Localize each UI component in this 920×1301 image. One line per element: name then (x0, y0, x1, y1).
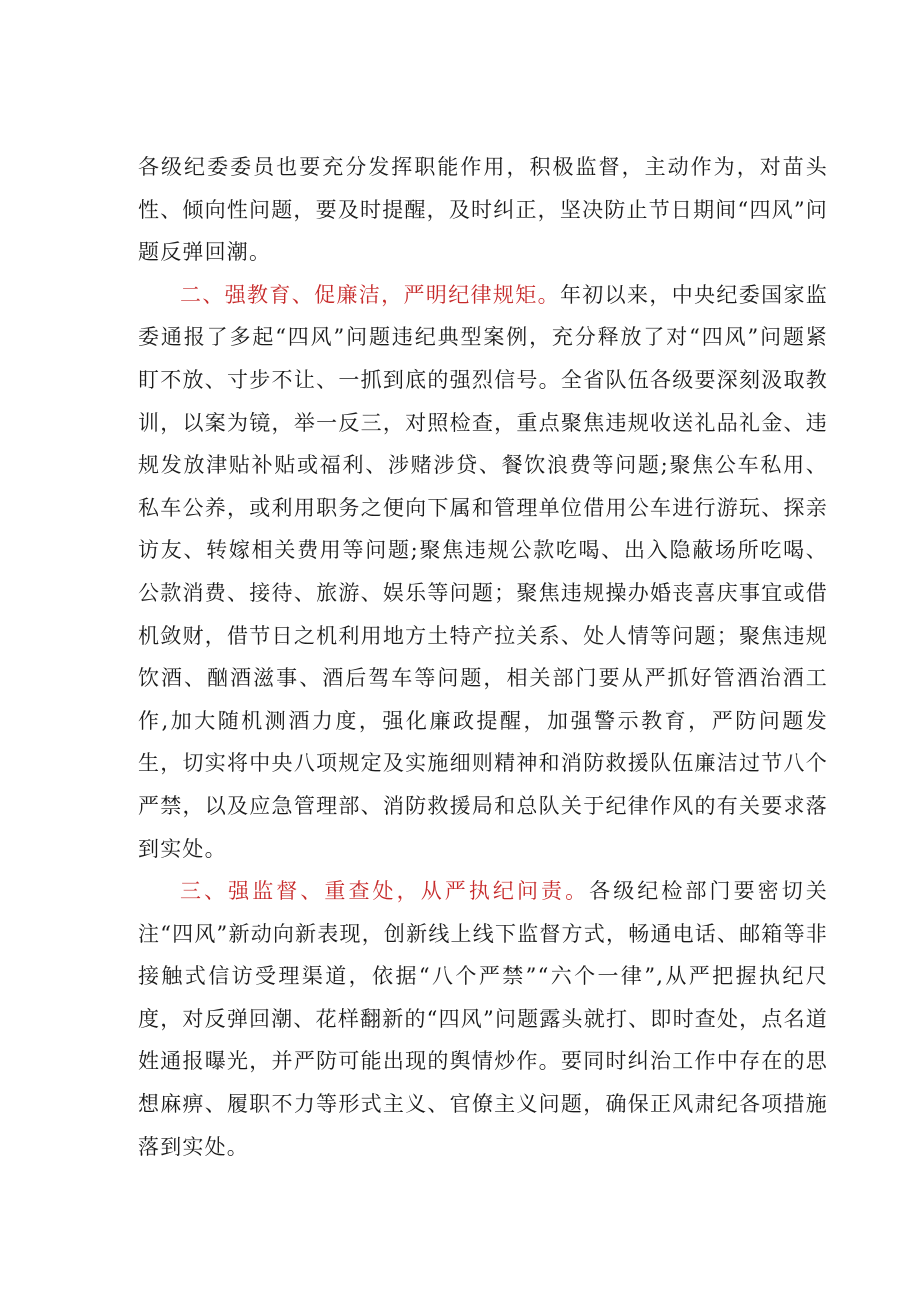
document-body (138, 146, 828, 1168)
paragraph-section-two (138, 274, 828, 870)
paragraph-continuation (138, 146, 828, 274)
paragraph-text: 各级纪检部门要密切关注“四风”新动向新表现，创新线上线下监督方式，畅通电话、邮箱等非接触式信访受理渠道，依据“八个严禁”“六个一律”,从严把握执纪尺度，对反弹回潮、花样翻新的“四风”问题露头就打、即时查处，点名道姓通报曝光，并严防可能出现的舆情炒作。要同时纠治工作中存在的思想麻痹、履职不力等形式主义、官僚主义问题，确保正风肃纪各项措施落到实处。 (138, 879, 828, 1159)
paragraph-section-three (138, 870, 828, 1168)
paragraph-text: 各级纪委委员也要充分发挥职能作用，积极监督，主动作为，对苗头性、倾向性问题，要及时提醒，及时纠正，坚决防止节日期间“四风”问题反弹回潮。 (138, 155, 828, 265)
section-heading-three: 三、强监督、重查处，从严执纪问责。 (180, 879, 590, 904)
paragraph-text: 年初以来，中央纪委国家监委通报了多起“四风”问题违纪典型案例，充分释放了对“四风”问题紧盯不放、寸步不让、一抓到底的强烈信号。全省队伍各级要深刻汲取教训，以案为镜，举一反三，对照检查，重点聚焦违规收送礼品礼金、违规发放津贴补贴或福利、涉赌涉贷、餐饮浪费等问题;聚焦公车私用、私车公养，或利用职务之便向下属和管理单位借用公车进行游玩、探亲访友、转嫁相关费用等问题;聚焦违规公款吃喝、出入隐蔽场所吃喝、公款消费、接待、旅游、娱乐等问题；聚焦违规操办婚丧喜庆事宜或借机敛财，借节日之机利用地方土特产拉关系、处人情等问题；聚焦违规饮酒、酗酒滋事、酒后驾车等问题，相关部门要从严抓好管酒治酒工作,加大随机测酒力度，强化廉政提醒，加强警示教育，严防问题发生，切实将中央八项规定及实施细则精神和消防救援队伍廉洁过节八个严禁，以及应急管理部、消防救援局和总队关于纪律作风的有关要求落到实处。 (138, 282, 828, 861)
section-heading-two: 二、强教育、促廉洁，严明纪律规矩。 (180, 282, 560, 307)
